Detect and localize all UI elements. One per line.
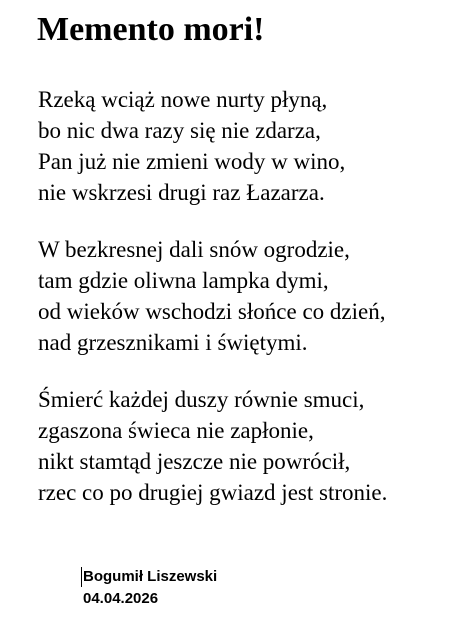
- stanza-2-line-4: nad grzesznikami i świętymi.: [38, 330, 308, 355]
- text-cursor: [81, 567, 82, 587]
- stanza-2: [38, 234, 385, 358]
- stanza-2-line-1: W bezkresnej dali snów ogrodzie,: [38, 237, 350, 262]
- stanza-1-line-4: nie wskrzesi drugi raz Łazarza.: [38, 180, 325, 205]
- stanza-1-line-3: Pan już nie zmieni wody w wino,: [38, 149, 346, 174]
- stanza-3-line-3: nikt stamtąd jeszcze nie powrócił,: [38, 449, 351, 474]
- stanza-1-line-1: Rzeką wciąż nowe nurty płyną,: [38, 87, 328, 112]
- poem-title: Memento mori!: [37, 11, 265, 48]
- stanza-3-line-4: rzec co po drugiej gwiazd jest stronie.: [38, 480, 388, 505]
- stanza-2-line-2: tam gdzie oliwna lampka dymi,: [38, 268, 329, 293]
- stanza-3-line-1: Śmierć każdej duszy równie smuci,: [38, 387, 365, 412]
- stanza-3: [38, 384, 387, 508]
- signature-date: 04.04.2026: [83, 590, 159, 607]
- author-name: Bogumił Liszewski: [83, 568, 218, 585]
- stanza-2-line-3: od wieków wschodzi słońce co dzień,: [38, 299, 386, 324]
- stanza-3-line-2: zgaszona świeca nie zapłonie,: [38, 418, 314, 443]
- signature-block[interactable]: [83, 566, 217, 610]
- stanza-1: [38, 84, 345, 208]
- stanza-1-line-2: bo nic dwa razy się nie zdarza,: [38, 118, 321, 143]
